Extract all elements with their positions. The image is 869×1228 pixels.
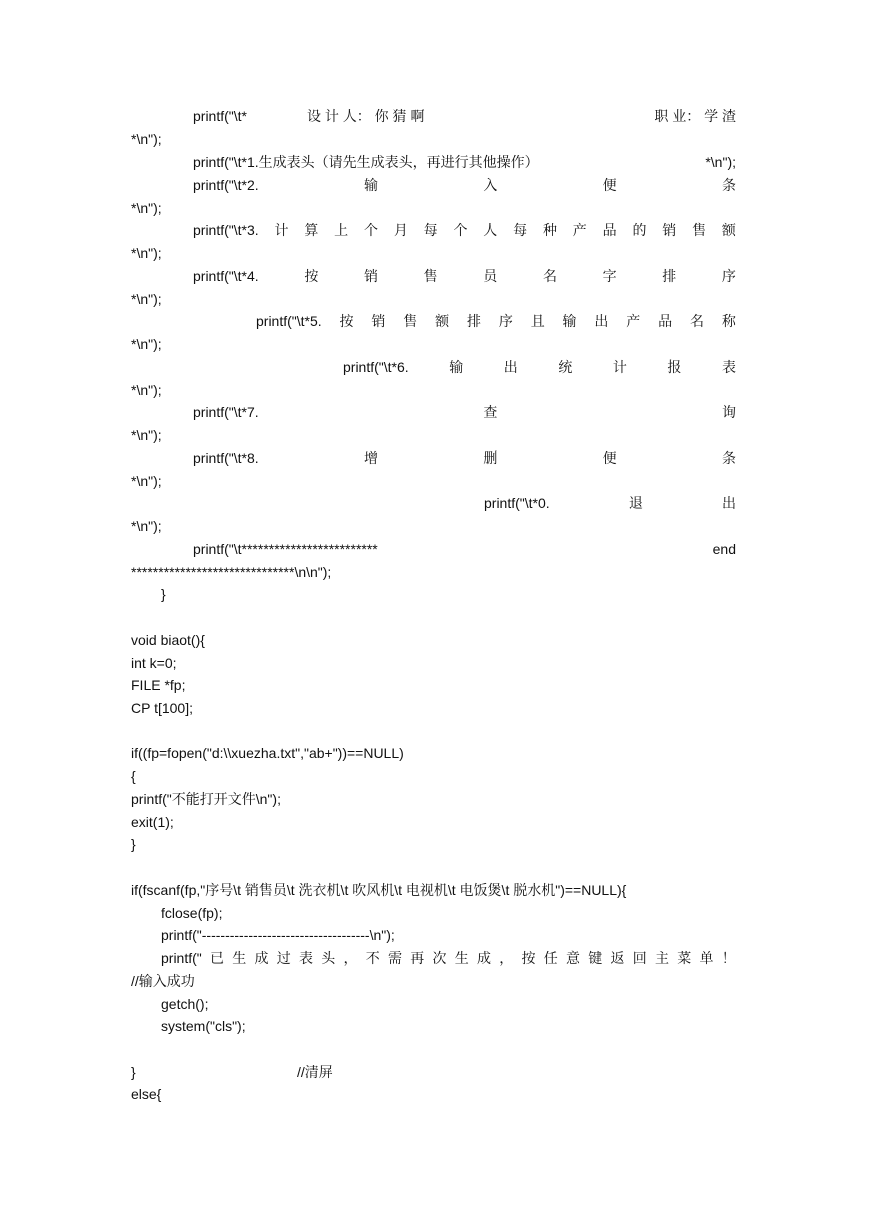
- word: ！: [721, 950, 736, 966]
- word: 表: [299, 950, 314, 966]
- word: 询: [721, 404, 736, 420]
- word: 每: [423, 222, 438, 238]
- word: 出: [721, 495, 736, 511]
- word: 按: [339, 313, 354, 329]
- code-line: *\n");: [131, 245, 162, 261]
- word: printf("\t*0.: [484, 495, 550, 511]
- word: printf("\t*6.: [343, 359, 409, 375]
- word: 表: [721, 359, 736, 375]
- word: 售: [423, 268, 438, 284]
- code-line: if((fp=fopen("d:\\xuezha.txt","ab+"))==NULL): [131, 745, 404, 761]
- word: 菜: [677, 950, 692, 966]
- word: 回: [632, 950, 647, 966]
- word: 产: [572, 222, 587, 238]
- word: 销: [371, 313, 386, 329]
- code-line-justified: [161, 948, 736, 968]
- word: 退: [628, 495, 643, 511]
- code-line: CP t[100];: [131, 700, 194, 716]
- code-line: *\n");: [131, 518, 162, 534]
- code-line: *\n");: [131, 336, 162, 352]
- word: 次: [432, 950, 447, 966]
- word: 字: [602, 268, 617, 284]
- word: 种: [542, 222, 557, 238]
- word: 便: [602, 177, 617, 193]
- code-line: *\n");: [131, 200, 162, 216]
- word: 生: [454, 950, 469, 966]
- code-line: printf("\t*: [193, 108, 247, 124]
- word: 便: [602, 450, 617, 466]
- code-line: end: [712, 541, 736, 557]
- word: 入: [483, 177, 498, 193]
- word: printf("\t*8.: [193, 450, 259, 466]
- word: 输: [562, 313, 577, 329]
- code-line: printf("\t*1.生成表头（请先生成表头，再进行其他操作）: [193, 154, 539, 170]
- word: 过: [276, 950, 291, 966]
- word: 的: [632, 222, 647, 238]
- code-line: void biaot(){: [131, 632, 205, 648]
- code-line-justified: [193, 220, 736, 240]
- code-line: *\n");: [131, 427, 162, 443]
- code-line: }: [131, 836, 136, 852]
- word: 每: [513, 222, 528, 238]
- word: 品: [658, 313, 673, 329]
- word: printf("\t*7.: [193, 404, 259, 420]
- word: 按: [521, 950, 536, 966]
- word: 月: [393, 222, 408, 238]
- word: 个: [363, 222, 378, 238]
- word: 意: [566, 950, 581, 966]
- word: 人: [483, 222, 498, 238]
- code-line: }: [131, 1064, 136, 1080]
- code-line-justified: [484, 493, 736, 513]
- word: 额: [435, 313, 450, 329]
- word: ，: [499, 950, 514, 966]
- code-line: *\n");: [705, 154, 736, 170]
- code-line: FILE *fp;: [131, 677, 186, 693]
- code-line-justified: [193, 266, 736, 286]
- word: 输: [449, 359, 464, 375]
- word: 计: [612, 359, 627, 375]
- word: 名: [689, 313, 704, 329]
- word: 单: [699, 950, 714, 966]
- word: 输: [364, 177, 378, 193]
- code-line: ******************************\n\n");: [131, 564, 332, 580]
- word: 且: [530, 313, 545, 329]
- word: 销: [363, 268, 378, 284]
- word: 报: [667, 359, 682, 375]
- word: 条: [721, 450, 736, 466]
- code-line: printf("\t*************************: [193, 541, 378, 557]
- code-line: *\n");: [131, 382, 162, 398]
- code-line: 设 计 人： 你 猜 啊: [307, 108, 425, 124]
- word: 已: [210, 950, 225, 966]
- word: 上: [334, 222, 349, 238]
- word: 不: [365, 950, 380, 966]
- word: printf(": [161, 950, 202, 966]
- code-line: fclose(fp);: [161, 905, 223, 921]
- word: 序: [498, 313, 513, 329]
- word: 再: [410, 950, 425, 966]
- word: ，: [343, 950, 358, 966]
- code-line-justified: [193, 175, 736, 195]
- word: 计: [274, 222, 289, 238]
- code-line: {: [131, 768, 136, 784]
- word: printf("\t*2.: [193, 177, 259, 193]
- code-line: printf("不能打开文件\n");: [131, 791, 281, 807]
- word: 增: [364, 450, 378, 466]
- code-line: exit(1);: [131, 814, 174, 830]
- word: 条: [721, 177, 736, 193]
- word: printf("\t*3.: [193, 222, 259, 238]
- code-line-justified: [256, 311, 736, 331]
- word: 按: [304, 268, 319, 284]
- word: 出: [503, 359, 518, 375]
- word: 主: [655, 950, 670, 966]
- code-line: //输入成功: [131, 973, 195, 989]
- word: 统: [558, 359, 573, 375]
- code-line: *\n");: [131, 473, 162, 489]
- word: 额: [721, 222, 736, 238]
- code-line: if(fscanf(fp,"序号\t 销售员\t 洗衣机\t 吹风机\t 电视机\t 电饭煲\t 脱水机")==NULL){: [131, 882, 627, 898]
- word: 称: [721, 313, 736, 329]
- code-line: }: [161, 586, 166, 602]
- word: 排: [466, 313, 481, 329]
- word: 产: [626, 313, 641, 329]
- word: 员: [483, 268, 498, 284]
- word: 个: [453, 222, 468, 238]
- code-line: printf("------------------------------------\n");: [161, 927, 395, 943]
- word: 删: [483, 450, 498, 466]
- code-line-justified: [193, 448, 736, 468]
- word: 出: [594, 313, 609, 329]
- word: 任: [543, 950, 558, 966]
- code-line-justified: [193, 402, 736, 422]
- word: 生: [232, 950, 247, 966]
- word: 成: [477, 950, 492, 966]
- word: 查: [483, 404, 498, 420]
- word: printf("\t*5.: [256, 313, 322, 329]
- code-line: system("cls");: [161, 1018, 246, 1034]
- code-line: getch();: [161, 996, 209, 1012]
- word: 名: [542, 268, 557, 284]
- code-line: else{: [131, 1086, 162, 1102]
- code-line-justified: [343, 357, 736, 377]
- word: 销: [662, 222, 677, 238]
- word: 需: [388, 950, 403, 966]
- word: 头: [321, 950, 336, 966]
- word: 键: [588, 950, 603, 966]
- word: 售: [692, 222, 707, 238]
- word: 售: [403, 313, 418, 329]
- word: 成: [254, 950, 269, 966]
- code-line: int k=0;: [131, 655, 177, 671]
- code-line: 职 业： 学 渣: [654, 108, 736, 124]
- code-line: //清屏: [297, 1064, 333, 1080]
- code-line: *\n");: [131, 131, 162, 147]
- code-line: *\n");: [131, 291, 162, 307]
- word: 返: [610, 950, 625, 966]
- word: 排: [662, 268, 677, 284]
- word: printf("\t*4.: [193, 268, 259, 284]
- word: 算: [304, 222, 319, 238]
- word: 序: [721, 268, 736, 284]
- word: 品: [602, 222, 617, 238]
